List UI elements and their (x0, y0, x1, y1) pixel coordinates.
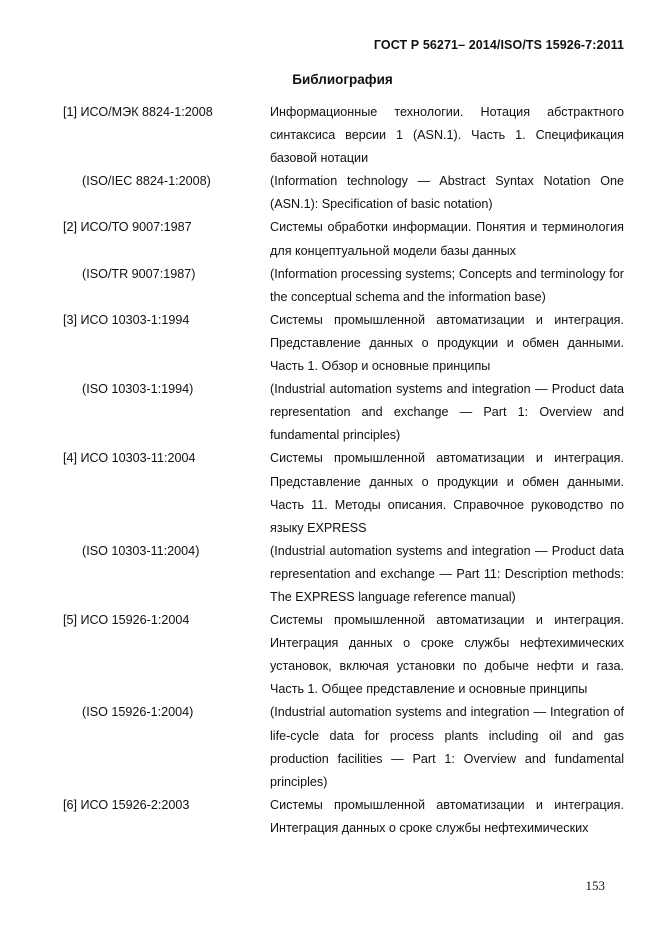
entry-original-code: (ISO 15926-1:2004) (82, 705, 194, 720)
entry-text: Системы промышленной автоматизации и интеграция. Представление данных о продукции и обмен данными. Часть 1. Обзор и основные принципы (270, 312, 624, 374)
bibliography-entry (63, 101, 624, 170)
entry-text: Информационные технологии. Нотация абстрактного синтаксиса версии 1 (ASN.1). Часть 1. Спецификация базовой нотации (270, 105, 624, 166)
entry-original-text: (Industrial automation systems and integration — Product data representation and exchange — Part 11: Description methods: The EXPRESS language reference manual) (270, 543, 624, 604)
bibliography-entry-original (63, 170, 624, 216)
entry-code: [1] ИСО/МЭК 8824-1:2008 (63, 105, 213, 119)
bibliography-entry (63, 794, 624, 840)
bibliography-entry (63, 447, 624, 539)
entry-original-code: (ISO 10303-1:1994) (82, 382, 194, 397)
entry-code: [3] ИСО 10303-1:1994 (63, 312, 190, 327)
bibliography-entry-original (63, 378, 624, 447)
entry-original-text: (Information technology — Abstract Syntax Notation One (ASN.1): Specification of basic notation) (270, 174, 624, 212)
page-number: 153 (585, 878, 605, 893)
entry-text: Системы промышленной автоматизации и интеграция. Представление данных о продукции и обмен данными. Часть 11. Методы описания. Справочное руководство по языку EXPRESS (270, 451, 624, 535)
bibliography-entry-original (63, 701, 624, 793)
bibliography-entry-original (63, 540, 624, 609)
entry-original-code: (ISO/TR 9007:1987) (82, 266, 196, 281)
entry-code: [4] ИСО 10303-11:2004 (63, 451, 196, 466)
bibliography-entry (63, 609, 624, 701)
entry-original-text: (Industrial automation systems and integration — Integration of life-cycle data for process plants including oil and gas production facilities — Part 1: Overview and fundamental principles) (270, 705, 624, 789)
document-header: ГОСТ Р 56271– 2014/ISO/TS 15926-7:2011 (373, 38, 624, 52)
entry-original-text: (Industrial automation systems and integration — Product data representation and exchange — Part 1: Overview and fundamental principles) (270, 382, 624, 443)
entry-text: Системы промышленной автоматизации и интеграция. Интеграция данных о сроке службы нефтехимических установок, включая установки по добыче нефти и газа. Часть 1. Общее представление и основные принципы (270, 613, 624, 697)
entry-original-code: (ISO 10303-11:2004) (82, 543, 200, 558)
entry-code: [2] ИСО/ТО 9007:1987 (63, 220, 192, 235)
entry-code: [5] ИСО 15926-1:2004 (63, 613, 190, 628)
entry-text: Системы обработки информации. Понятия и терминология для концептуальной модели базы данных (270, 220, 624, 258)
page-title: Библиография (292, 72, 393, 87)
entry-code: [6] ИСО 15926-2:2003 (63, 797, 190, 812)
entry-original-text: (Information processing systems; Concepts and terminology for the conceptual schema and the information base) (270, 266, 624, 304)
bibliography-list (63, 101, 624, 840)
entry-text: Системы промышленной автоматизации и интеграция. Интеграция данных о сроке службы нефтехимических (270, 797, 624, 835)
bibliography-entry (63, 309, 624, 378)
bibliography-entry-original (63, 263, 624, 309)
entry-original-code: (ISO/IEC 8824-1:2008) (82, 174, 211, 189)
bibliography-entry (63, 216, 624, 262)
